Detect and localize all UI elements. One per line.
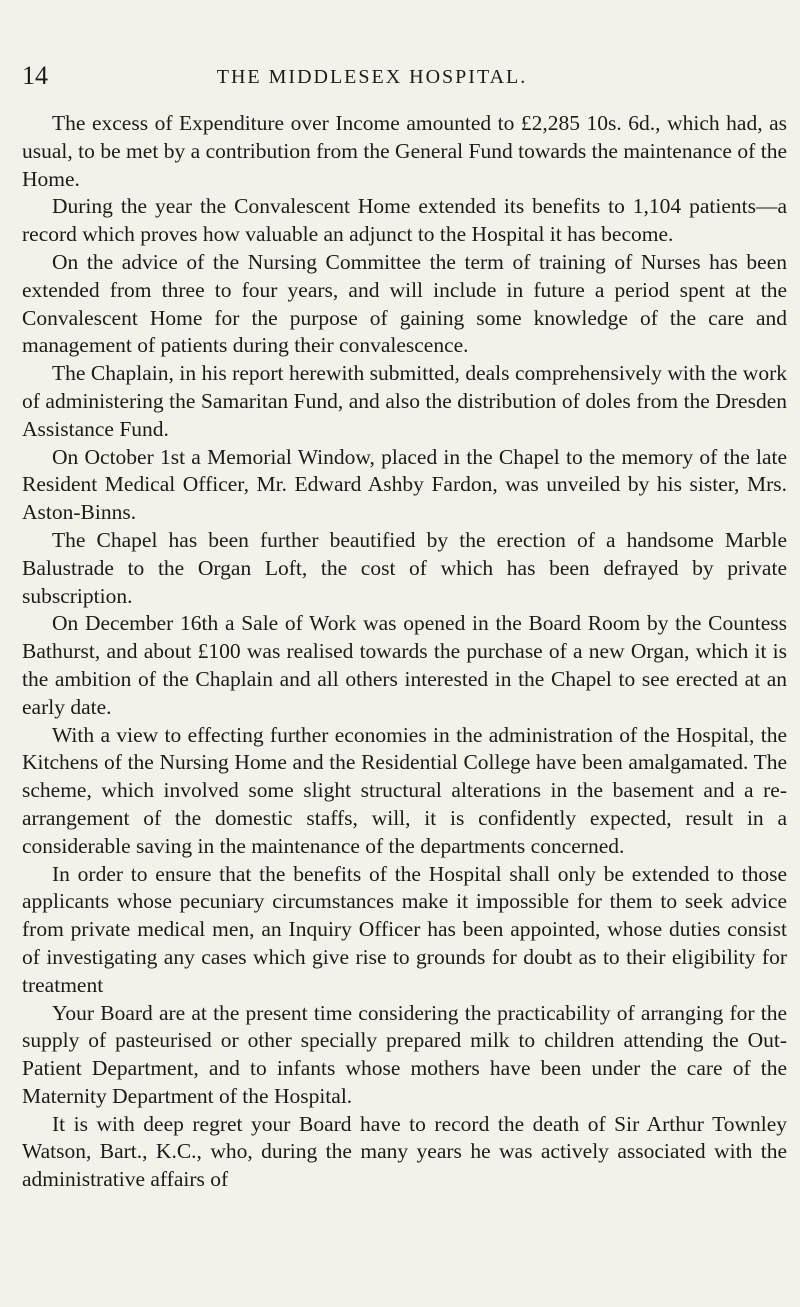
paragraph-chapel-balustrade: The Chapel has been further beautified by the erection of a handsome Marble Balustrade to the Organ Loft, the cost of which has been defrayed by private subscription. [22,527,787,608]
page-header [22,62,722,90]
body-text [22,110,787,1194]
paragraph-obituary: It is with deep regret your Board have to record the death of Sir Arthur Townley Watson, Bart., K.C., who, during the many years he was actively associated with the administrative affairs of [22,1111,787,1192]
running-title: THE MIDDLESEX HOSPITAL. [216,66,528,88]
paragraph-expenditure: The excess of Expenditure over Income amounted to £2,285 10s. 6d., which had, as usual, to be met by a contribution from the General Fund towards the maintenance of the Home. [22,111,787,191]
paragraph-milk-supply: Your Board are at the present time considering the practicability of arranging for the supply of pasteurised or other specially prepared milk to children attending the Out-Patient Department, and to infants whose mothers have been under the care of the Maternity Department of the Hospital. [22,1000,787,1108]
paragraph-economies: With a view to effecting further economies in the administration of the Hospital, the Kitchens of the Nursing Home and the Residential College have been amalgamated. The scheme, which involved some slight structural alterations in the basement and a re-arrangement of the domestic staffs, will, it is confidently expected, result in a considerable saving in the maintenance of the departments concerned. [22,722,787,858]
paragraph-memorial-window: On October 1st a Memorial Window, placed in the Chapel to the memory of the late Resident Medical Officer, Mr. Edward Ashby Fardon, was unveiled by his sister, Mrs. Aston-Binns. [22,444,787,525]
paragraph-convalescent-home: During the year the Convalescent Home extended its benefits to 1,104 patients—a record which proves how valuable an adjunct to the Hospital it has become. [22,194,787,247]
paragraph-inquiry-officer: In order to ensure that the benefits of the Hospital shall only be extended to those applicants whose pecuniary circumstances make it impossible for them to seek advice from private medical men, an Inquiry Officer has been appointed, whose duties consist of investigating any cases which give rise to grounds for doubt as to their eligibility for treatment [22,861,787,997]
paragraph-sale-of-work: On December 16th a Sale of Work was opened in the Board Room by the Countess Bathurst, and about £100 was realised towards the purchase of a new Organ, which it is the ambition of the Chaplain and all others interested in the Chapel to see erected at an early date. [22,611,787,719]
paragraph-chaplain-report: The Chaplain, in his report herewith submitted, deals comprehensively with the work of administering the Samaritan Fund, and also the distribution of doles from the Dresden Assistance Fund. [22,361,787,441]
paragraph-nurse-training: On the advice of the Nursing Committee the term of training of Nurses has been extended from three to four years, and will include in future a period spent at the Convalescent Home for the purpose of gaining some knowledge of the care and management of patients during their convalescence. [22,249,787,358]
page-number: 14 [22,61,48,90]
